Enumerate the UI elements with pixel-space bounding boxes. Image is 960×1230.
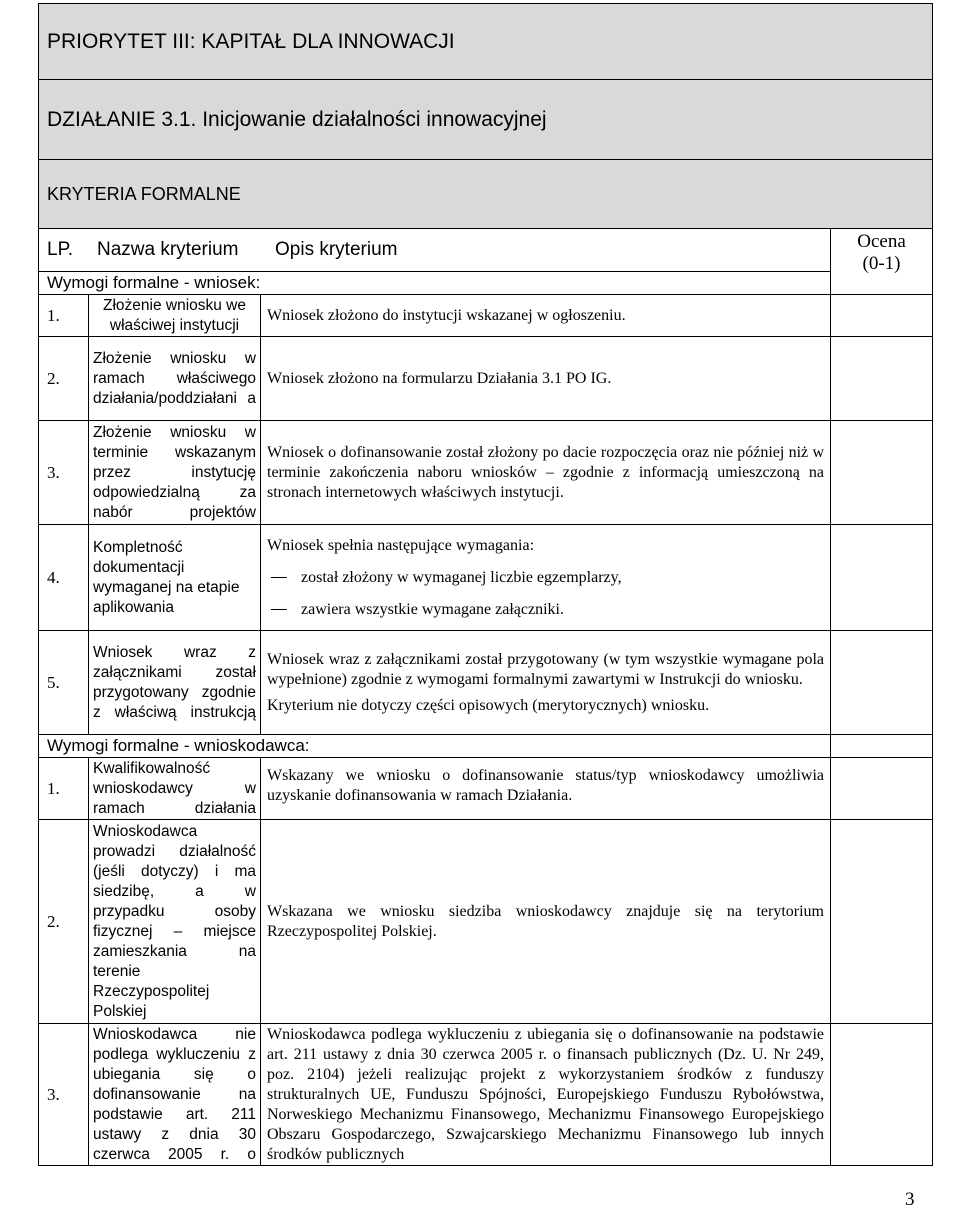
document-page (38, 3, 932, 1166)
criterion-name: Złożenie wniosku w ramach właściwego działania/poddziałani a (89, 337, 261, 421)
criterion-name: Wnioskodawca nie podlega wykluczeniu z ubiegania się o dofinansowanie na podstawie art. 211 ustawy z dnia 30 czerwca 2005 r. o (89, 1024, 261, 1166)
measure-heading (39, 80, 933, 160)
criteria-heading (39, 160, 933, 229)
criterion-description: Wniosek złożono do instytucji wskazanej w ogłoszeniu. (261, 295, 831, 337)
row-number: 1. (39, 758, 89, 820)
criterion-name: Wniosek wraz z załącznikami został przygotowany zgodnie z właściwą instrukcją (89, 631, 261, 735)
table-row (39, 820, 933, 1024)
table-row (39, 421, 933, 525)
score-cell[interactable] (831, 758, 933, 820)
row-number: 3. (39, 421, 89, 525)
criteria-title: KRYTERIA FORMALNE (47, 183, 241, 204)
column-header-score: Ocena (0-1) (831, 229, 933, 295)
criterion-description: Wniosek spełnia następujące wymagania: został złożony w wymaganej liczbie egzemplarzy, zawiera wszystkie wymagane załączniki. (261, 525, 831, 631)
section-title-application: Wymogi formalne - wniosek: (39, 272, 831, 295)
criterion-name: Złożenie wniosku we właściwej instytucji (89, 295, 261, 337)
score-cell[interactable] (831, 631, 933, 735)
score-cell[interactable] (831, 820, 933, 1024)
row-number: 5. (39, 631, 89, 735)
column-header-description: Opis kryterium (275, 239, 398, 260)
criterion-description: Wniosek złożono na formularzu Działania 3.1 PO IG. (261, 337, 831, 421)
dash-icon (271, 609, 287, 610)
page-number: 3 (905, 1189, 915, 1210)
measure-title: DZIAŁANIE 3.1. Inicjowanie działalności innowacyjnej (47, 107, 547, 131)
score-cell[interactable] (831, 295, 933, 337)
criterion-description: Wnioskodawca podlega wykluczeniu z ubiegania się o dofinansowanie na podstawie art. 211 ustawy z dnia 30 czerwca 2005 r. o finansach publicznych (Dz. U. Nr 249, poz. 2104) jeżeli realizując projekt z wykorzystaniem środków z funduszy strukturalnych UE, Funduszu Spójności, Europejskiego Funduszu Rybołówstwa, Norweskiego Mechanizmu Finansowego, Mechanizmu Finansowego Europejskiego Obszaru Gospodarczego, Szwajcarskiego Mechanizmu Finansowego lub innych środków publicznych (261, 1024, 831, 1166)
priority-heading (39, 4, 933, 80)
bullet-item: zawiera wszystkie wymagane załączniki. (267, 600, 824, 620)
table-row (39, 758, 933, 820)
criterion-description: Wskazana we wniosku siedziba wnioskodawcy znajduje się na terytorium Rzeczypospolitej Polskiej. (261, 820, 831, 1024)
criterion-name: Złożenie wniosku w terminie wskazanym przez instytucję odpowiedzialną za nabór projektów (89, 421, 261, 525)
column-headers (39, 229, 831, 272)
row-number: 1. (39, 295, 89, 337)
criteria-table (38, 3, 933, 1166)
score-cell[interactable] (831, 337, 933, 421)
criterion-description: Wniosek wraz z załącznikami został przygotowany (w tym wszystkie wymagane pola wypełnione) zgodnie z wymogami formalnymi zawartymi w Instrukcji do wniosku. Kryterium nie dotyczy części opisowych (merytorycznych) wniosku. (261, 631, 831, 735)
row-number: 2. (39, 820, 89, 1024)
table-row (39, 525, 933, 631)
table-row (39, 631, 933, 735)
score-cell[interactable] (831, 1024, 933, 1166)
column-header-name: Nazwa kryterium (97, 239, 239, 260)
row-number: 2. (39, 337, 89, 421)
criterion-name: Kompletność dokumentacji wymaganej na etapie aplikowania (89, 525, 261, 631)
score-cell (831, 735, 933, 758)
table-row (39, 337, 933, 421)
criterion-description: Wniosek o dofinansowanie został złożony po dacie rozpoczęcia oraz nie później niż w terminie zakończenia naboru wniosków – zgodnie z informacją umieszczoną na stronach internetowych właściwych instytucji. (261, 421, 831, 525)
table-row (39, 295, 933, 337)
criterion-description: Wskazany we wniosku o dofinansowanie status/typ wnioskodawcy umożliwia uzyskanie dofinansowania w ramach Działania. (261, 758, 831, 820)
bullet-item: został złożony w wymaganej liczbie egzemplarzy, (267, 568, 824, 588)
row-number: 3. (39, 1024, 89, 1166)
criterion-name: Wnioskodawca prowadzi działalność (jeśli dotyczy) i ma siedzibę, a w przypadku osoby fizycznej – miejsce zamieszkania na terenie Rzeczypospolitej Polskiej (89, 820, 261, 1024)
score-cell[interactable] (831, 421, 933, 525)
score-cell[interactable] (831, 525, 933, 631)
column-header-lp: LP. (47, 239, 74, 260)
dash-icon (271, 577, 287, 578)
criterion-name: Kwalifikowalność wnioskodawcy w ramach działania (89, 758, 261, 820)
priority-title: PRIORYTET III: KAPITAŁ DLA INNOWACJI (47, 29, 455, 53)
table-row (39, 1024, 933, 1166)
row-number: 4. (39, 525, 89, 631)
section-title-applicant: Wymogi formalne - wnioskodawca: (39, 735, 831, 758)
